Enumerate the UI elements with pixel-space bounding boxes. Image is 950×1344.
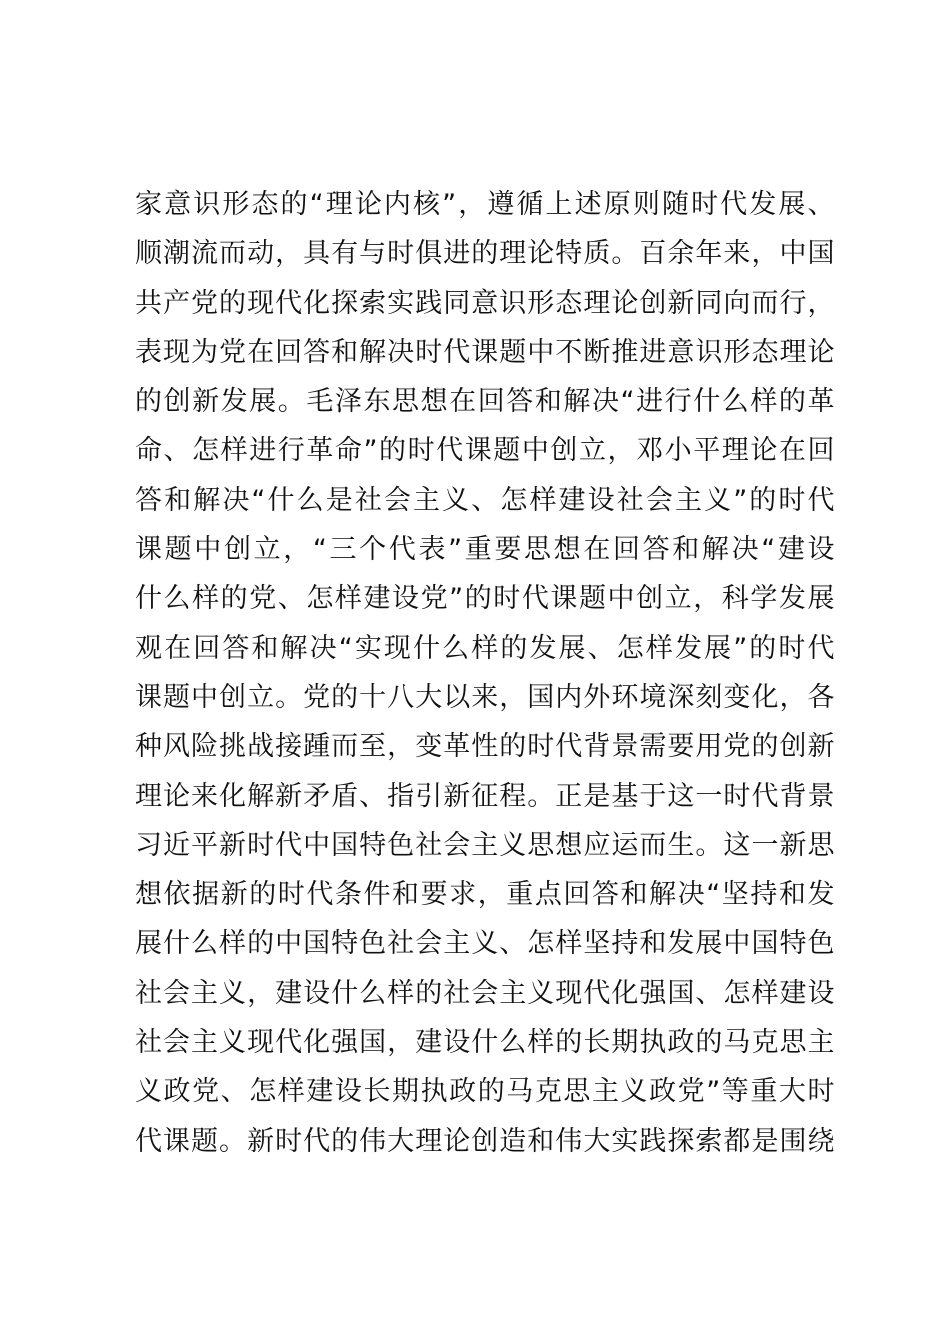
- text-line: 代课题。新时代的伟大理论创造和伟大实践探索都是围绕: [135, 1125, 835, 1157]
- text-line: 命、怎样进行革命”的时代课题中创立，邓小平理论在回: [135, 435, 835, 467]
- body-paragraph: [135, 180, 835, 1166]
- text-line: 的创新发展。毛泽东思想在回答和解决“进行什么样的革: [135, 386, 835, 418]
- text-line: 表现为党在回答和解决时代课题中不断推进意识形态理论: [135, 336, 835, 368]
- text-line: 义政党、怎样建设长期执政的马克思主义政党”等重大时: [135, 1076, 835, 1108]
- text-line: 理论来化解新矛盾、指引新征程。正是基于这一时代背景: [135, 780, 835, 812]
- text-line: 社会主义现代化强国，建设什么样的长期执政的马克思主: [135, 1027, 835, 1059]
- text-line: 想依据新的时代条件和要求，重点回答和解决“坚持和发: [135, 879, 835, 911]
- text-line: 答和解决“什么是社会主义、怎样建设社会主义”的时代: [135, 484, 835, 516]
- text-line: 家意识形态的“理论内核”，遵循上述原则随时代发展、: [135, 189, 835, 220]
- text-line: 什么样的党、怎样建设党”的时代课题中创立，科学发展: [135, 583, 835, 615]
- text-line: 种风险挑战接踵而至，变革性的时代背景需要用党的创新: [135, 731, 835, 763]
- text-line: 习近平新时代中国特色社会主义思想应运而生。这一新思: [135, 829, 835, 861]
- text-line: 课题中创立，“三个代表”重要思想在回答和解决“建设: [135, 534, 835, 566]
- text-line: 顺潮流而动，具有与时俱进的理论特质。百余年来，中国: [135, 238, 835, 270]
- text-line: 课题中创立。党的十八大以来，国内外环境深刻变化，各: [135, 681, 835, 713]
- text-line: 展什么样的中国特色社会主义、怎样坚持和发展中国特色: [135, 928, 835, 960]
- text-line: 社会主义，建设什么样的社会主义现代化强国、怎样建设: [135, 977, 835, 1009]
- text-line: 共产党的现代化探索实践同意识形态理论创新同向而行，: [135, 287, 835, 319]
- text-line: 观在回答和解决“实现什么样的发展、怎样发展”的时代: [135, 632, 835, 664]
